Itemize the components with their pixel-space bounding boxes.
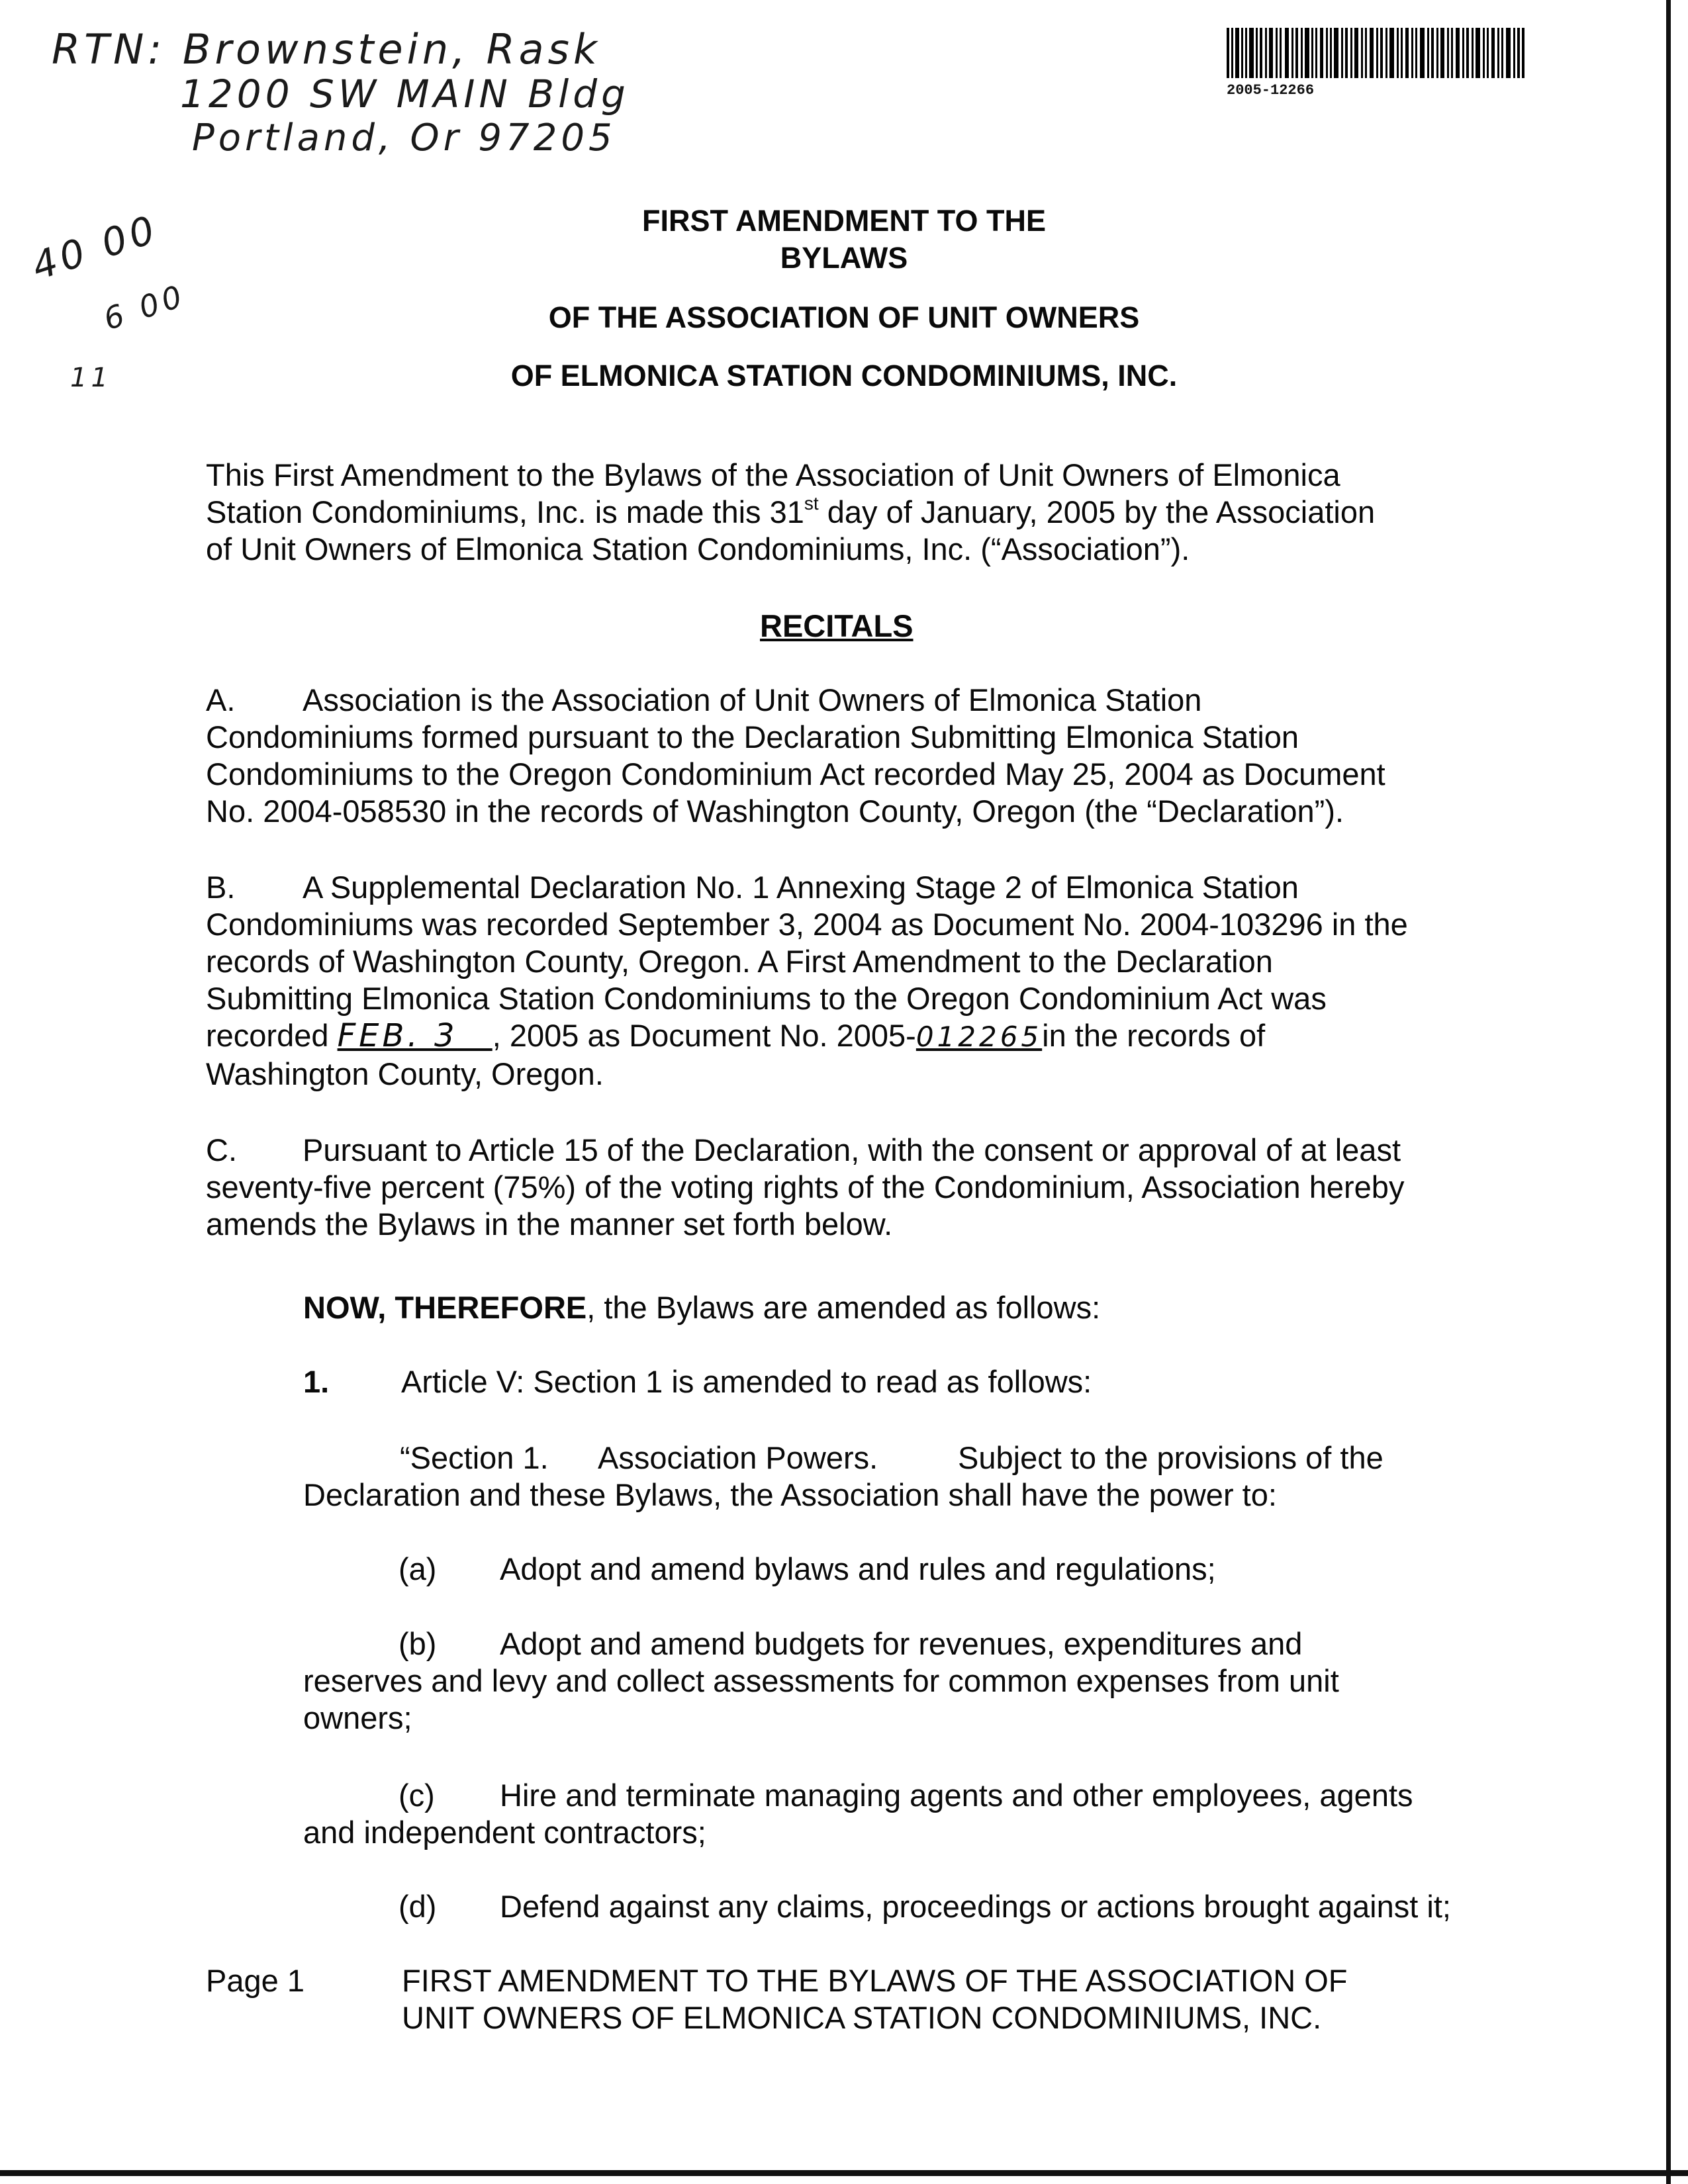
handwritten-return-line2: 1200 SW MAIN Bldg [180, 71, 630, 116]
now-therefore: NOW, THEREFORE, the Bylaws are amended as follows: [303, 1290, 1101, 1325]
recital-a: A. Association is the Association of Unit Owners of Elmonica Station Condominiums formed pursuant to the Declaration Submitting Elmonica Station Condominiums to the Oregon Condominium Act recorded May 25, 2004 as Document No. 2004-058530 in the records of Washington County, Oregon (the “Declaration”). [206, 682, 1385, 829]
scan-border-right [1666, 0, 1671, 2184]
power-c: (c) Hire and terminate managing agents and other employees, agents and independent contractors; [303, 1778, 1413, 1850]
handwritten-document-number: 012265 [915, 1021, 1043, 1053]
recital-b-label: B. [206, 870, 236, 905]
barcode-number: 2005-12266 [1227, 82, 1315, 99]
footer-page-label: Page 1 [206, 1963, 305, 1998]
title-line4: OF ELMONICA STATION CONDOMINIUMS, INC. [510, 359, 1178, 392]
power-d: (d) Defend against any claims, proceedings or actions brought against it; [399, 1889, 1451, 1924]
title-line1: FIRST AMENDMENT TO THE [642, 204, 1046, 238]
footer-title: FIRST AMENDMENT TO THE BYLAWS OF THE ASSOCIATION OF UNIT OWNERS OF ELMONICA STATION CONDOMINIUMS, INC. [402, 1963, 1348, 2035]
section-1: “Section 1. Association Powers. Subject to the provisions of the Declaration and these Bylaws, the Association shall have the power to: [303, 1440, 1383, 1512]
intro-paragraph [206, 457, 1375, 568]
item-1-number: 1. [303, 1364, 330, 1399]
recital-c: C. Pursuant to Article 15 of the Declaration, with the consent or approval of at least seventy-five percent (75%) of the voting rights of the Condominium, Association hereby amends the Bylaws in the manner set forth below. [206, 1132, 1405, 1242]
recital-c-label: C. [206, 1132, 237, 1167]
title-line2: BYLAWS [780, 241, 908, 275]
handwritten-return-line3: Portland, Or 97205 [192, 116, 616, 159]
item-1: 1. Article V: Section 1 is amended to read as follows: [303, 1364, 1092, 1399]
intro-line1: This First Amendment to the Bylaws of the Association of Unit Owners of Elmonica [206, 457, 1340, 492]
recital-b: B. A Supplemental Declaration No. 1 Annexing Stage 2 of Elmonica Station Condominiums was recorded September 3, 2004 as Document No. 2004-103296 in the records of Washington County, Oregon. A First Amendment to the Declaration Submitting Elmonica Station Condominiums to the Oregon Condominium Act was recorded FEB. 3 , 2005 as Document No. 2005-012265in the records of Washington County, Oregon. [206, 870, 1408, 1091]
title-line3: OF THE ASSOCIATION OF UNIT OWNERS [548, 300, 1140, 334]
handwritten-return-line1: RTN: Brownstein, Rask [52, 25, 601, 73]
handwritten-fee-line1: 40 00 [26, 206, 164, 289]
power-a: (a) Adopt and amend bylaws and rules and regulations; [399, 1551, 1216, 1586]
scan-border-bottom [0, 2170, 1688, 2176]
handwritten-fee-line2: 6 00 [99, 277, 190, 338]
recital-a-label: A. [206, 682, 236, 717]
recitals-heading: RECITALS [760, 608, 914, 643]
barcode [1227, 28, 1524, 78]
power-b: (b) Adopt and amend budgets for revenues, expenditures and reserves and levy and collect assessments for common expenses from unit owners; [303, 1626, 1339, 1735]
handwritten-recorded-date: FEB. 3 [337, 1017, 458, 1054]
intro-line2: Station Condominiums, Inc. is made this 31st day of January, 2005 by the Association [206, 493, 1376, 529]
intro-line3: of Unit Owners of Elmonica Station Condominiums, Inc. (“Association”). [206, 531, 1190, 567]
handwritten-fee-line3: 11 [70, 363, 112, 393]
